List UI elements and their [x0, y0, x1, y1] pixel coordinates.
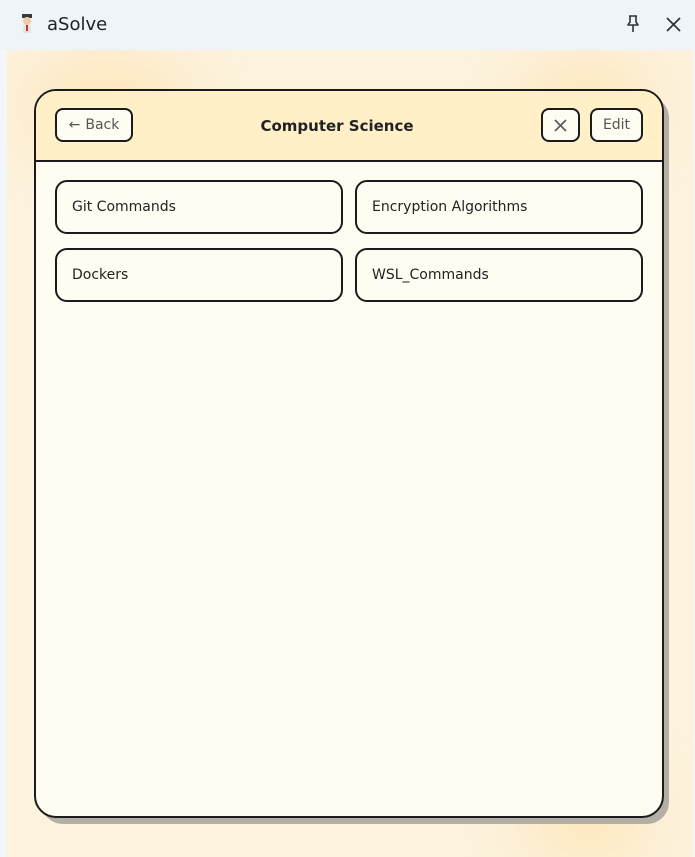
asolve-logo-icon: [18, 14, 36, 34]
edit-button[interactable]: Edit: [590, 108, 643, 142]
close-icon: [554, 119, 567, 132]
title-bar: [0, 0, 695, 50]
list-item[interactable]: Encryption Algorithms: [355, 180, 643, 234]
close-button[interactable]: [541, 108, 580, 142]
list-item[interactable]: Git Commands: [55, 180, 343, 234]
app-title: aSolve: [47, 14, 108, 35]
list-item[interactable]: Dockers: [55, 248, 343, 302]
pin-icon[interactable]: [625, 15, 641, 33]
card-header: [36, 91, 662, 162]
close-icon[interactable]: [665, 16, 682, 33]
page-title: Computer Science: [260, 117, 414, 135]
back-label: Back: [85, 117, 120, 133]
arrow-left-icon: ←: [68, 117, 81, 133]
category-card: [34, 89, 664, 818]
list-item[interactable]: WSL_Commands: [355, 248, 643, 302]
